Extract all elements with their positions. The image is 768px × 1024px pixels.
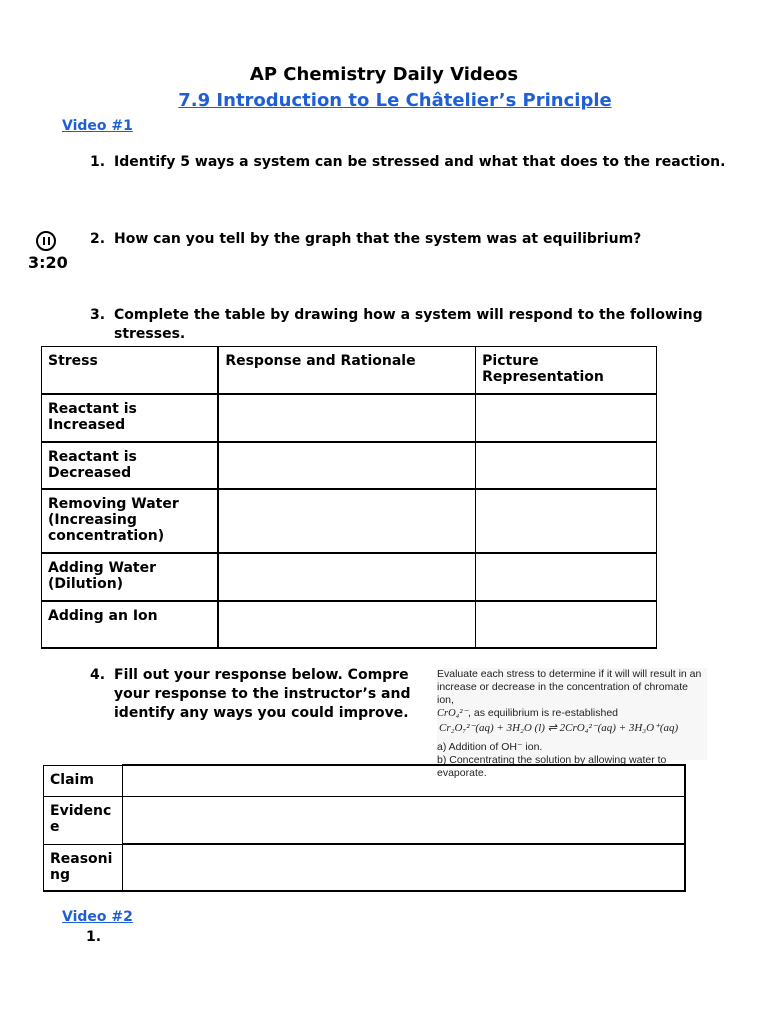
table-row-stress-label: Reactant is Decreased	[42, 442, 219, 489]
question-4-text: Fill out your response below. Compre your response to the instructor’s and identify any ways you could improve.	[114, 667, 411, 721]
question-1	[90, 153, 730, 172]
example-prompt-line-2: increase or decrease in the concentration of chromate ion,	[437, 681, 688, 706]
table-row-stress-label: Reactant is Increased	[42, 394, 219, 442]
picture-cell[interactable]	[476, 601, 657, 648]
example-equation: Cr₂O₇²⁻(aq) + 3H₂O (l) ⇌ 2CrO₄²⁻(aq) + 3H₃O⁺(aq)	[439, 722, 679, 734]
picture-cell[interactable]	[476, 489, 657, 553]
pause-timestamp: 3:20	[28, 253, 68, 272]
question-3-number: 3.	[90, 307, 106, 323]
response-cell[interactable]	[218, 489, 475, 553]
table-row-stress-label: Removing Water (Increasing concentration)	[42, 489, 219, 553]
picture-cell[interactable]	[476, 442, 657, 489]
question-1-text: Identify 5 ways a system can be stressed and what that does to the reaction.	[114, 154, 726, 170]
example-part-b: b) Concentrating the solution by allowing water to evaporate.	[437, 754, 667, 779]
question-4-number: 4.	[90, 667, 106, 683]
question-3	[90, 306, 710, 344]
question-2-number: 2.	[90, 231, 106, 247]
table-header-stress: Stress	[42, 347, 219, 394]
table-header-picture: Picture Representation	[476, 347, 657, 394]
cer-response-cell[interactable]	[123, 844, 686, 891]
picture-cell[interactable]	[476, 394, 657, 442]
table-row-stress-label: Adding an Ion	[42, 601, 219, 648]
example-prompt-line-3-text: , as equilibrium is re-established	[468, 707, 618, 719]
cer-label-claim: Claim	[44, 765, 123, 796]
cer-table	[43, 764, 686, 892]
response-cell[interactable]	[218, 394, 475, 442]
table-header-response: Response and Rationale	[218, 347, 475, 394]
example-problem-image	[437, 668, 707, 779]
cer-response-cell[interactable]	[123, 796, 686, 844]
example-prompt-line-3	[437, 707, 707, 720]
question-4	[90, 666, 420, 723]
question-1-number: 1.	[90, 154, 106, 170]
page-title: AP Chemistry Daily Videos	[249, 64, 519, 85]
video-1-link[interactable]: Video #1	[62, 118, 133, 134]
response-cell[interactable]	[218, 553, 475, 601]
pause-icon	[36, 231, 56, 251]
question-2	[90, 230, 730, 249]
cer-label-reasoning: Reasoni ng	[44, 844, 123, 891]
table-row-stress-label: Adding Water (Dilution)	[42, 553, 219, 601]
chromate-ion: CrO₄²⁻	[437, 708, 469, 719]
video-2-link[interactable]: Video #2	[62, 909, 133, 925]
response-cell[interactable]	[218, 601, 475, 648]
page-subtitle-link[interactable]: 7.9 Introduction to Le Châtelier’s Principle	[178, 90, 612, 111]
cer-response-cell[interactable]	[123, 765, 686, 796]
example-prompt-line-1: Evaluate each stress to determine if it will will result in an	[437, 668, 702, 680]
video-2-question-1-number: 1.	[86, 929, 102, 945]
example-part-a: a) Addition of OH⁻ ion.	[437, 741, 543, 753]
picture-cell[interactable]	[476, 553, 657, 601]
stress-table	[41, 346, 657, 649]
question-3-text: Complete the table by drawing how a system will respond to the following stresses.	[114, 307, 703, 342]
question-2-text: How can you tell by the graph that the system was at equilibrium?	[114, 231, 642, 247]
response-cell[interactable]	[218, 442, 475, 489]
cer-label-evidence: Evidenc e	[44, 796, 123, 844]
